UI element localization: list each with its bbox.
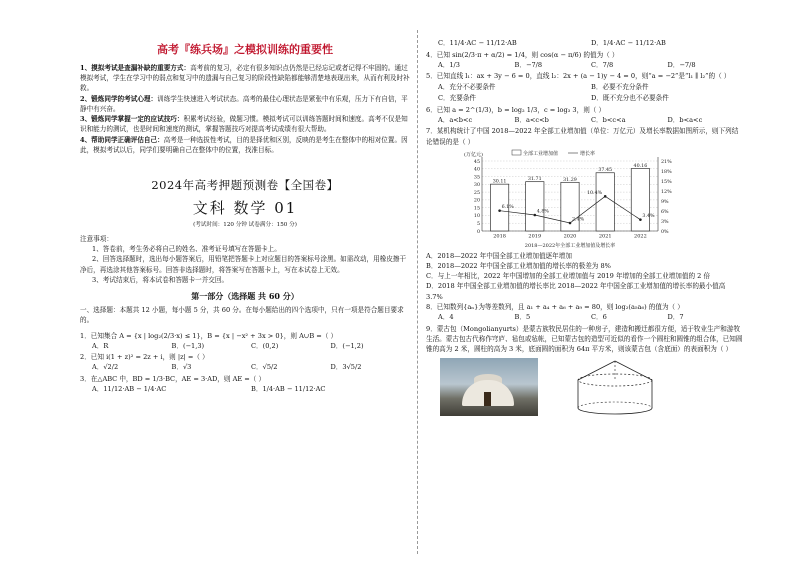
question-5-options-a: A．充分不必要条件 B．必要不充分条件 (438, 82, 649, 91)
question-9-figures (440, 358, 744, 416)
y-tick-label: 45 (473, 159, 480, 165)
y2-tick-label: 18% (661, 169, 672, 175)
note-item: 1、答卷前，考生务必将自己的姓名、准考证号填写在答题卡上。 (92, 245, 281, 254)
x-tick-label: 2018 (493, 233, 506, 240)
growth-label: 3.4% (642, 213, 655, 219)
y2-tick-label: 0% (661, 229, 669, 235)
chart (462, 149, 682, 249)
growth-label: 4.8% (536, 209, 549, 215)
chart-y-unit: (万亿元) (464, 151, 483, 158)
question-8-options: A．4 B．5 C．6 D．7 (438, 313, 684, 322)
question-1: 1．已知集合 A = {x | log₂(2/3·x) ≤ 1}，B = {x | −x² + 3x > 0}，则 A∪B =（ ） (80, 331, 338, 340)
yurt-photo (440, 358, 538, 416)
bar-value-label: 40.16 (633, 163, 648, 169)
bar-value-label: 37.45 (598, 168, 613, 174)
exam-meta: (考试时间：120 分钟 试卷满分：150 分) (193, 221, 297, 228)
x-tick-label: 2022 (634, 233, 647, 240)
growth-point (534, 214, 537, 217)
x-tick-label: 2019 (528, 233, 542, 240)
y-tick-label: 0 (476, 229, 480, 235)
y2-tick-label: 3% (661, 219, 669, 225)
q7-option: A．2018—2022 年中国全部工业增加值逐年增加 (426, 251, 572, 260)
chart-title: 2018—2022年全部工业增加值及增长率 (524, 242, 616, 249)
x-tick-label: 2021 (598, 233, 612, 240)
chart-svg (462, 149, 682, 249)
right-column (426, 38, 744, 416)
bar (526, 182, 544, 231)
section-intro: 一、选择题：本题共 12 小题，每小题 5 分，共 60 分。在每小题给出的四个选项中，只有一项是符合题目要求的。 (80, 306, 404, 325)
question-9: 9．蒙古包（Mongolianyurts）是蒙古族牧民居住的一种房子，建造和搬迁都很方便，适于牧业生产和游牧生活。蒙古包古代称作穹庐、毡包或毡帐，已知蒙古包的造型可近似的看作一个圆柱和圆锥的组合体，已知圆锥的高为 2 米，圆柱的高为 3 米，底面圆的面积为 64π 平方米，则该蒙古包（含底面）的表面积为（ ） (426, 324, 743, 354)
growth-point (569, 222, 572, 225)
x-tick-label: 2020 (563, 233, 577, 240)
y-tick-label: 40 (473, 167, 480, 173)
intro-item: 1、摸拟考试是查漏补缺的重要方式：高考前的复习，必定有很多知识点仍然是已经忘记或者记得不牢固的。通过模拟考试，学生在学习中的弱点和复习中的遗漏与自己复习的阶段性缺陷都能够清楚地表现出来，从而有利及时补救。 (80, 64, 410, 93)
y2-tick-label: 12% (661, 189, 672, 195)
y2-tick-label: 21% (661, 159, 672, 165)
legend-line-label: 增长率 (580, 150, 596, 157)
y2-tick-label: 6% (661, 209, 669, 215)
y-tick-label: 10 (473, 214, 480, 220)
intro-item: 3、锻炼同学掌握一定的应试技巧：积累考试经验，做题习惯。模拟考试可以训练答题时间和速度。高考不仅是知识和能力的测试，也是时间和速度的测试，掌握答题技巧对提高考试成绩有很大帮助。 (80, 115, 408, 134)
left-column (80, 34, 410, 396)
question-4: 4．已知 sin(2/3·π + α/2) = 1/4，则 cos(α − π/6) 的值为（ ） (426, 50, 619, 59)
section-heading: 第一部分（选择题 共 60 分） (191, 291, 299, 302)
growth-point (498, 209, 501, 212)
y-tick-label: 35 (473, 175, 480, 181)
question-2-options: A．√2/2 B．√3 C．√5/2 D．3√5/2 (92, 363, 362, 372)
bar (596, 173, 614, 231)
question-5-options-b: C．充要条件 D．既不充分也不必要条件 (438, 94, 669, 103)
growth-label: 6.1% (501, 204, 514, 210)
bar-value-label: 31.71 (527, 177, 542, 183)
question-3-options-cont: C．11/4·AC − 11/12·AB D．1/4·AC − 11/12·AB (438, 39, 666, 47)
question-1-options: A．R B．(−1,3) C．(0,2) D．(−1,2) (92, 341, 364, 350)
yurt-geometry-diagram (570, 358, 660, 416)
question-4-options: A．1/3 B．−7/8 C．7/8 D．−7/8 (438, 60, 696, 69)
question-6: 6．已知 a = 2^(1/3)，b = log₂ 1/3，c = log₃ 3，则（ ） (426, 105, 606, 114)
bar (631, 168, 649, 230)
question-3-options: A．11/12·AB − 1/4·AC B．1/4·AB − 11/12·AC (92, 385, 326, 394)
y-tick-label: 5 (476, 221, 480, 227)
growth-label: 10.4% (586, 190, 603, 196)
question-7: 7．某机构统计了中国 2018—2022 年全部工业增加值（单位：万亿元）及增长率数据如图所示，则下列结论错误的是（ ） (426, 127, 739, 146)
legend-bar-swatch (512, 150, 521, 155)
question-6-options: A．a<b<c B．a<c<b C．b<c<a D．b<a<c (438, 115, 703, 124)
notes-title: 注意事项： (80, 234, 113, 243)
column-divider (417, 30, 418, 554)
q7-option: B．2018—2022 年中国全部工业增加值的增长率的极差为 8% (426, 262, 611, 271)
question-3: 3．在△ABC 中，BD = 1/3·BC，AE = 3·AD，则 AE =（ ） (80, 375, 266, 384)
question-8: 8．已知数列{aₙ}为等差数列，且 a₁ + a₄ + a₆ + a₉ = 80，则 log₂(a₅a₆) 的值为（ ） (426, 302, 684, 311)
note-item: 3、考试结束后，将本试卷和答题卡一并交回。 (92, 275, 229, 284)
intro-title: 高考『练兵场』之模拟训练的重要性 (157, 43, 333, 56)
growth-point (604, 195, 607, 198)
growth-point (639, 218, 642, 221)
question-2: 2．已知 i(1 + z)² = 2z + i，则 |z| =（ ） (80, 353, 209, 362)
bar-value-label: 31.29 (563, 177, 577, 183)
intro-item: 4、帮助同学正确评估自己：高考是一种选拔性考试，目的是择优和区别，反映的是考生在整体中的相对位置。因此，模拟考试以后，同学们要明确自己在整体中的位置，找准目标。 (80, 135, 408, 154)
y-tick-label: 30 (473, 182, 480, 188)
exam-subject: 文科 数学 01 (192, 198, 298, 217)
exam-title: 2024年高考押题预测卷【全国卷】 (151, 177, 339, 192)
y-tick-label: 15 (473, 206, 480, 212)
y-tick-label: 25 (473, 190, 480, 196)
y2-tick-label: 15% (661, 179, 672, 185)
note-item: 2、回答选择题时，选出每小题答案后，用铅笔把答题卡上对应题目的答案标号涂黑。如需改动，用橡皮擦干净后，再选涂其他答案标号。回答非选择题时，将答案写在答题卡上，写在本试卷上无效。 (80, 255, 407, 274)
q7-option: D．2018 年中国全部工业增加值的增长率比 2018—2022 年中国全部工业增加值的增长率的最小值高 3.7% (426, 282, 726, 301)
growth-label: 2.4% (572, 217, 585, 223)
intro-item: 2、锻炼同学的考试心理：训练学生快速进入考试状态。高考的最佳心理状态是紧张中有乐观，压力下有自信，平静中有兴奋。 (80, 94, 408, 113)
y2-tick-label: 9% (661, 199, 669, 205)
y-tick-label: 20 (473, 198, 480, 204)
legend-bar-label: 全部工业增加值 (523, 150, 559, 157)
q7-option: C．与上一年相比，2022 年中国增加的全部工业增加值与 2019 年增加的全部工业增加值的 2 倍 (426, 272, 711, 281)
bar-value-label: 30.11 (492, 179, 507, 185)
question-5: 5．已知直线 l₁：ax + 3y − 6 = 0，直线 l₂：2x + (a − 1)y − 4 = 0，则“a = −2”是“l₁ ∥ l₂”的（ ） (426, 72, 731, 81)
